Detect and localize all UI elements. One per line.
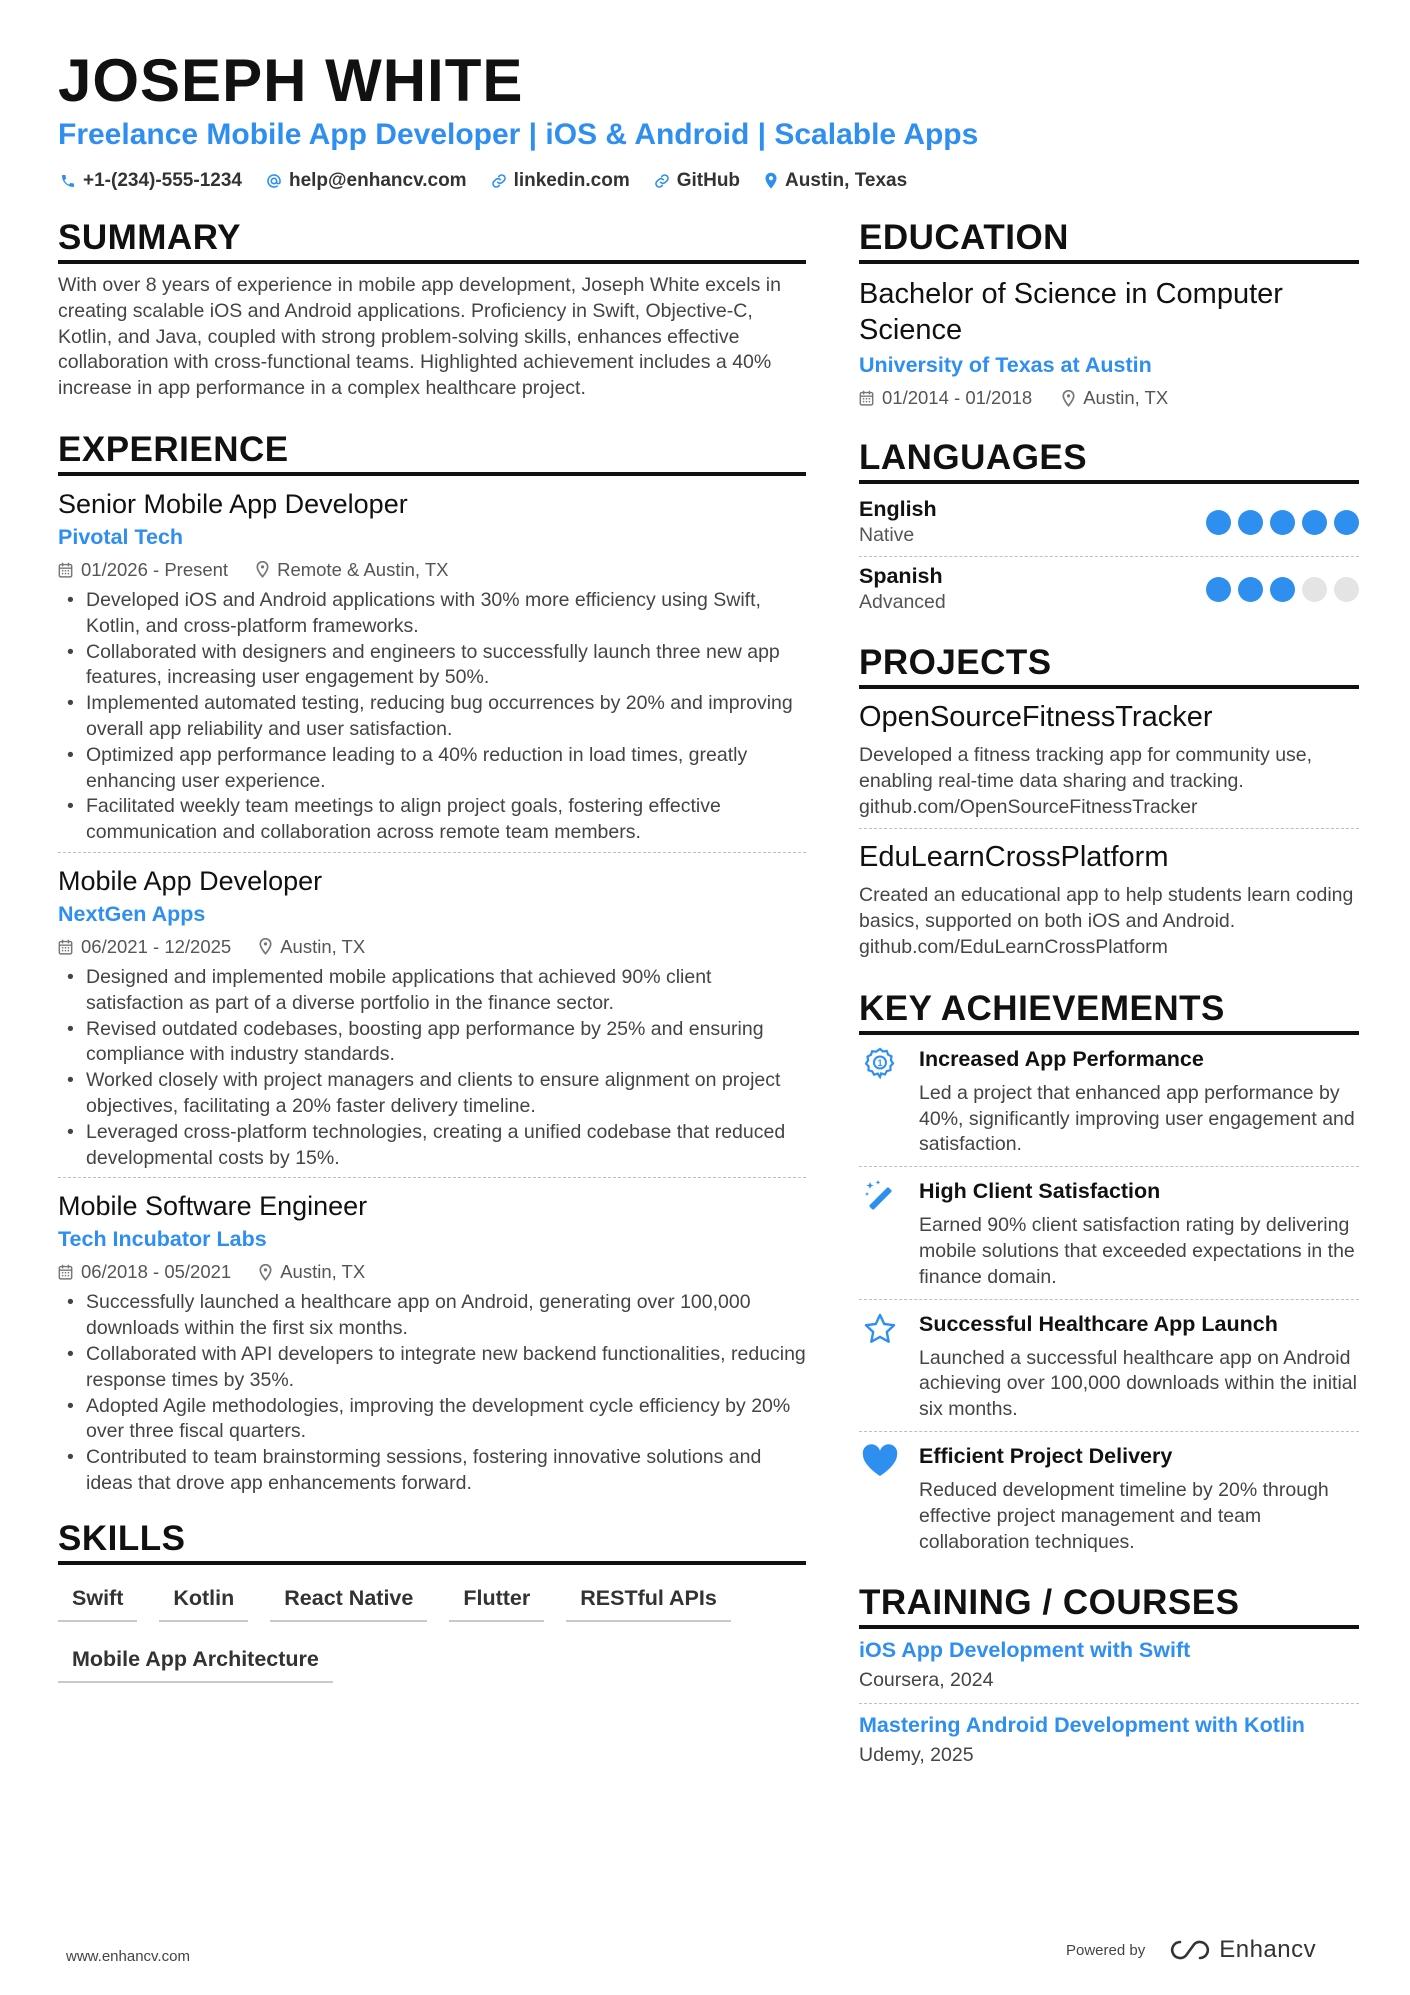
achievement-description: Launched a successful healthcare app on Android achieving over 100,000 downloads within the initial six months. [919,1346,1357,1421]
enhancv-logo [1167,1936,1316,1964]
language-level: Advanced [859,591,946,613]
location-icon [259,1264,272,1281]
job-meta [58,935,806,959]
contact-phone[interactable] [60,170,242,192]
language-rating [1206,510,1359,535]
job-bullet: • Adopted Agile methodologies, improving the development cycle efficiency by 20% over three fiscal quarters. [58,1394,806,1446]
training-heading: TRAINING / COURSES [859,1583,1359,1629]
rating-dot-filled [1238,510,1263,535]
job-meta [58,558,806,582]
job-entry [58,476,806,852]
svg-text:1: 1 [877,1057,883,1068]
languages-heading: LANGUAGES [859,438,1359,484]
education-location [1062,386,1168,410]
project-description: Developed a fitness tracking app for community use, enabling real-time data sharing and tracking. github.com/OpenSourceFitnessTracker [859,744,1313,818]
skill-tag: Kotlin [159,1579,248,1622]
contact-email[interactable] [266,170,467,192]
calendar-icon [859,390,874,406]
contact-location-text: Austin, Texas [785,170,908,191]
job-dates-text: 01/2026 - Present [81,558,229,580]
contact-phone-text: +1-(234)-555-1234 [83,170,242,191]
skills-list [58,1579,806,1683]
summary-text: With over 8 years of experience in mobile app development, Joseph White excels in creating scalable iOS and Android applications. Proficiency in Swift, Objective-C, Kotlin, and Java, coupled with strong problem-solving skills, enhances effective collaboration with cross-functional teams. Highlighted achievement includes a 40% increase in app performance in a complex healthcare project. [58,274,781,400]
job-location-text: Remote & Austin, TX [277,558,449,580]
education-dates-text: 01/2014 - 01/2018 [882,387,1033,408]
job-location [259,935,365,959]
language-rating [1206,577,1359,602]
candidate-name: JOSEPH WHITE [58,47,524,114]
candidate-title: Freelance Mobile App Developer | iOS & Android | Scalable Apps [58,118,979,151]
course-meta: Udemy, 2025 [859,1744,974,1767]
job-location-text: Austin, TX [280,1261,366,1283]
achievement-item [859,1431,1359,1563]
achievement-title: High Client Satisfaction [919,1179,1161,1204]
languages-list [859,490,1359,623]
achievement-item [859,1166,1359,1298]
rating-dot-filled [1302,510,1327,535]
job-entry [58,1177,806,1502]
job-location [259,1260,365,1284]
rating-dot-filled [1270,577,1295,602]
course-item [859,1703,1359,1778]
rating-dot-filled [1206,577,1231,602]
heart-icon [861,1444,899,1478]
achievement-item [859,1035,1359,1166]
achievement-item [859,1299,1359,1431]
job-bullets [58,965,806,1171]
job-dates [58,558,228,582]
language-name: Spanish [859,564,943,588]
achievement-title: Increased App Performance [919,1046,1204,1071]
job-dates [58,935,231,959]
job-company: NextGen Apps [58,901,206,926]
education-degree: Bachelor of Science in Computer Science [859,278,1283,346]
job-meta [58,1260,806,1284]
achievements-heading: KEY ACHIEVEMENTS [859,989,1359,1035]
projects-heading: PROJECTS [859,643,1359,689]
language-level: Native [859,524,915,546]
course-item [859,1629,1359,1703]
language-item [859,556,1359,623]
phone-icon [60,173,76,189]
contact-bar [60,170,907,192]
skills-heading: SKILLS [58,1519,806,1565]
calendar-icon [58,939,73,955]
job-bullet: • Worked closely with project managers and clients to ensure alignment on project objectives, facilitating a 20% faster delivery timeline. [58,1068,806,1120]
job-title: Senior Mobile App Developer [58,488,408,519]
right-column [859,218,1359,1778]
rating-dot-filled [1238,577,1263,602]
job-title: Mobile App Developer [58,865,323,896]
project-item [859,828,1359,968]
brand-name: Enhancv [1219,1936,1317,1963]
footer-website[interactable]: www.enhancv.com [66,1948,190,1965]
project-title: EduLearnCrossPlatform [859,841,1169,874]
achievement-title: Efficient Project Delivery [919,1443,1173,1468]
job-bullet: • Implemented automated testing, reducing bug occurrences by 20% and improving overall app reliability and user satisfaction. [58,691,806,743]
achievement-description: Earned 90% client satisfaction rating by delivering mobile solutions that exceeded expectations in the finance domain. [919,1214,1355,1288]
job-entry [58,852,806,1177]
achievement-title: Successful Healthcare App Launch [919,1311,1278,1336]
project-title: OpenSourceFitnessTracker [859,701,1213,733]
education-dates [859,386,1032,410]
education-meta [859,386,1359,410]
job-bullet: • Facilitated weekly team meetings to align project goals, fostering effective communication and collaboration across remote team members. [58,794,806,846]
summary-heading: SUMMARY [58,218,806,264]
magic-wand-icon [864,1179,896,1211]
location-icon [256,561,269,578]
calendar-icon [58,1264,73,1280]
language-name: English [859,497,937,521]
job-dates-text: 06/2021 - 12/2025 [81,935,232,957]
contact-location [764,170,907,192]
star-icon [863,1312,897,1346]
award-ribbon-icon [865,1047,895,1081]
education-heading: EDUCATION [859,218,1359,264]
job-bullet: • Optimized app performance leading to a 40% reduction in load times, greatly enhancing user experience. [58,743,806,795]
job-company: Pivotal Tech [58,524,184,549]
course-title: iOS App Development with Swift [859,1638,1191,1663]
education-school: University of Texas at Austin [859,353,1152,377]
project-description: Created an educational app to help students learn coding basics, supported on both iOS and Android. github.com/EduLearnCrossPlatform [859,884,1354,958]
rating-dot-empty [1302,577,1327,602]
skill-tag: Flutter [449,1579,544,1622]
contact-github-text: GitHub [676,170,741,191]
calendar-icon [58,562,73,578]
achievement-description: Reduced development timeline by 20% through effective project management and team collaboration techniques. [919,1478,1329,1553]
job-bullet: • Successfully launched a healthcare app on Android, generating over 100,000 downloads within the first six months. [58,1290,806,1342]
contact-linkedin[interactable] [491,170,630,192]
left-column [58,218,806,1683]
rating-dot-filled [1334,510,1359,535]
skill-tag: Mobile App Architecture [58,1640,333,1683]
job-dates-text: 06/2018 - 05/2021 [81,1261,232,1283]
job-bullet: • Contributed to team brainstorming sessions, fostering innovative solutions and ideas that drove app enhancements forward. [58,1445,806,1497]
skill-tag: Swift [58,1579,137,1622]
job-company: Tech Incubator Labs [58,1227,267,1252]
job-bullets [58,1290,806,1496]
job-bullet: • Collaborated with designers and engineers to successfully launch three new app features, increasing user engagement by 50%. [58,640,806,692]
job-bullet: • Developed iOS and Android applications with 30% more efficiency using Swift, Kotlin, and cross-platform frameworks. [58,588,806,640]
job-bullet: • Revised outdated codebases, boosting app performance by 25% and ensuring compliance with industry standards. [58,1017,806,1069]
powered-by-label: Powered by [1066,1941,1146,1959]
job-location-text: Austin, TX [280,935,366,957]
link-icon [654,173,670,189]
location-icon [1062,390,1075,407]
contact-email-text: help@enhancv.com [288,170,467,191]
skill-tag: React Native [270,1579,427,1622]
contact-linkedin-text: linkedin.com [513,170,630,191]
footer-branding[interactable] [1066,1936,1316,1964]
rating-dot-filled [1270,510,1295,535]
link-icon [491,173,507,189]
achievement-description: Led a project that enhanced app performance by 40%, significantly improving user engagement and satisfaction. [919,1081,1355,1156]
job-title: Mobile Software Engineer [58,1191,368,1222]
job-location [256,558,448,582]
project-item [859,689,1359,828]
job-bullets [58,588,806,846]
rating-dot-filled [1206,510,1231,535]
job-bullet: • Collaborated with API developers to integrate new backend functionalities, reducing response times by 35%. [58,1342,806,1394]
location-icon [259,938,272,955]
enhancv-logo-icon [1167,1938,1213,1962]
contact-github[interactable] [654,170,740,192]
experience-heading: EXPERIENCE [58,430,806,476]
skill-tag: RESTful APIs [566,1579,731,1622]
job-dates [58,1260,231,1284]
job-bullet: • Leveraged cross-platform technologies, creating a unified codebase that reduced developmental costs by 15%. [58,1120,806,1172]
job-bullet: • Designed and implemented mobile applications that achieved 90% client satisfaction as part of a diverse portfolio in the finance sector. [58,965,806,1017]
course-meta: Coursera, 2024 [859,1669,994,1692]
education-location-text: Austin, TX [1083,387,1169,408]
course-title: Mastering Android Development with Kotlin [859,1713,1305,1738]
at-icon [266,173,282,189]
rating-dot-empty [1334,577,1359,602]
location-icon [764,172,778,190]
language-item [859,490,1359,556]
